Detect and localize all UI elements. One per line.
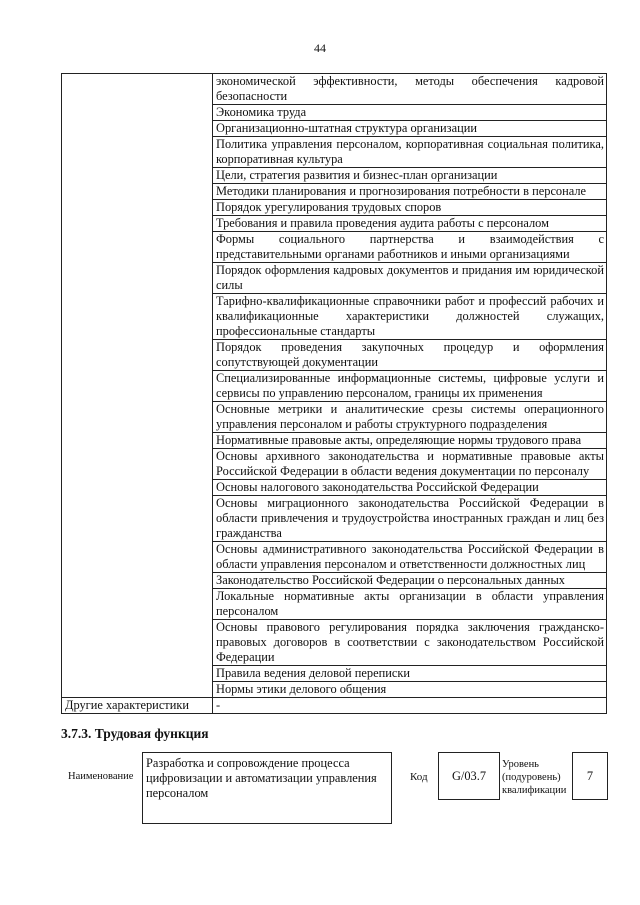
knowledge-item: Экономика труда [213,105,607,121]
function-code-box: G/03.7 [438,752,500,800]
knowledge-item: Нормативные правовые акты, определяющие нормы трудового права [213,433,607,449]
knowledge-item: Локальные нормативные акты организации в области управления персоналом [213,589,607,620]
knowledge-item: Порядок проведения закупочных процедур и оформления сопутствующей документации [213,340,607,371]
code-label: Код [410,771,428,783]
knowledge-item: Специализированные информационные системы, цифровые услуги и сервисы по управлению персоналом, границы их применения [213,371,607,402]
knowledge-item: Основы миграционного законодательства Российской Федерации в области привлечения и трудоустройства иностранных граждан и лиц без гражданства [213,496,607,542]
other-characteristics-label: Другие характеристики [62,698,213,714]
knowledge-label-cell [62,74,213,698]
knowledge-item: Тарифно-квалификационные справочники работ и профессий рабочих и квалификационные характеристики должностей служащих, профессиональные стандарты [213,294,607,340]
knowledge-item: Цели, стратегия развития и бизнес-план организации [213,168,607,184]
level-label [502,758,566,797]
knowledge-item: Порядок урегулирования трудовых споров [213,200,607,216]
knowledge-item: Законодательство Российской Федерации о персональных данных [213,573,607,589]
knowledge-item: Требования и правила проведения аудита работы с персоналом [213,216,607,232]
knowledge-item: Формы социального партнерства и взаимодействия с представительными органами работников и иными организациями [213,232,607,263]
knowledge-item: Основные метрики и аналитические срезы системы операционного управления персоналом и работы структурного подразделения [213,402,607,433]
level-label-line-1: Уровень [502,759,539,770]
qualification-level-box: 7 [572,752,608,800]
knowledge-item: Методики планирования и прогнозирования потребности в персонале [213,184,607,200]
level-label-line-2: (подуровень) [502,772,561,783]
knowledge-table [61,73,607,714]
knowledge-item: Правила ведения деловой переписки [213,666,607,682]
page-number: 44 [314,41,326,55]
knowledge-item: Порядок оформления кадровых документов и придания им юридической силы [213,263,607,294]
table-row [62,74,607,105]
knowledge-item: Основы административного законодательства Российской Федерации в области управления персоналом и ответственности должностных лиц [213,542,607,573]
knowledge-item: Организационно-штатная структура организации [213,121,607,137]
table-row [62,698,607,714]
level-label-line-3: квалификации [502,785,567,796]
other-characteristics-value: - [213,698,607,714]
name-label: Наименование [68,771,134,782]
knowledge-item: Основы налогового законодательства Российской Федерации [213,480,607,496]
knowledge-item: экономической эффективности, методы обеспечения кадровой безопасности [213,74,607,105]
knowledge-item: Основы архивного законодательства и нормативные правовые акты Российской Федерации в области ведения документации по персоналу [213,449,607,480]
function-name-box: Разработка и сопровождение процесса цифровизации и автоматизации управления персоналом [142,752,392,824]
knowledge-item: Нормы этики делового общения [213,682,607,698]
section-title: 3.7.3. Трудовая функция [61,726,209,741]
knowledge-item: Политика управления персоналом, корпоративная социальная политика, корпоративная культура [213,137,607,168]
knowledge-item: Основы правового регулирования порядка заключения гражданско-правовых договоров в соответствии с законодательством Российской Федерации [213,620,607,666]
